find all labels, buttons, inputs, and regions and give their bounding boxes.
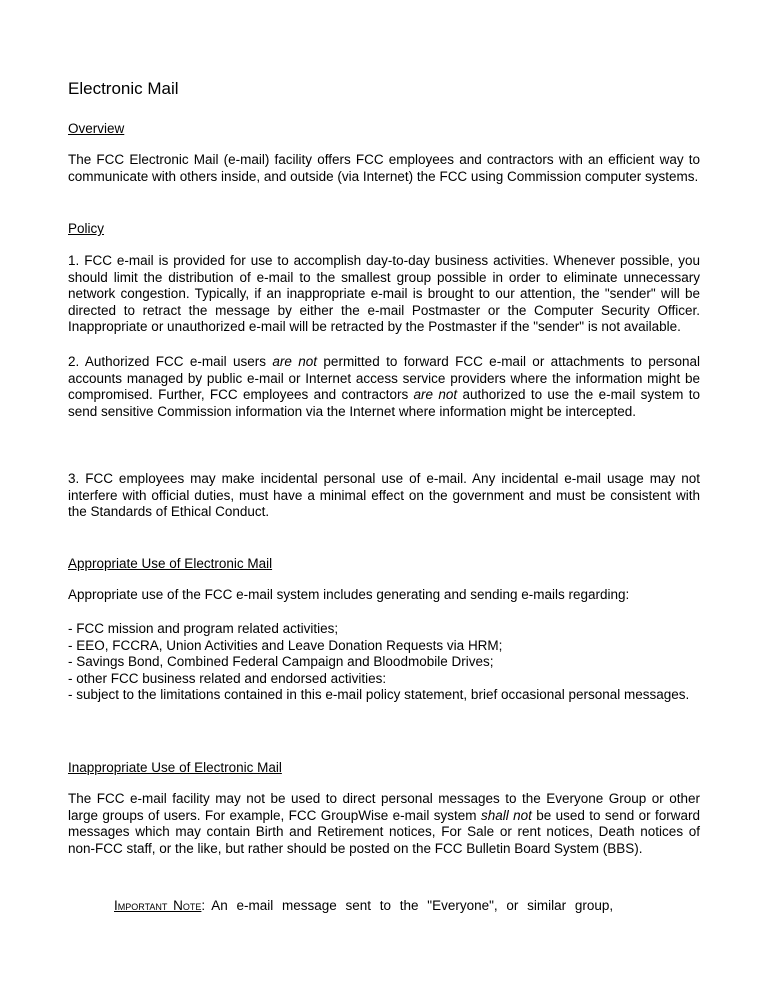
policy-item-2-part-a: 2. Authorized FCC e-mail users — [68, 354, 273, 369]
inappropriate-use-paragraph — [68, 791, 700, 857]
appropriate-use-list — [68, 621, 700, 704]
important-note-colon: : — [201, 898, 206, 913]
policy-item-2 — [68, 354, 700, 420]
policy-item-3 — [68, 471, 700, 521]
policy-item-2-emphasis-1: are not — [272, 354, 318, 369]
policy-item-2-emphasis-2: are not — [413, 387, 458, 402]
inappropriate-use-part-b: be used to send or forward messages which may contain Birth and Retirement notices, For Sale or rent notices, Death notices of non-FCC staff, or the like, but rather should be posted on the FCC Bulletin Board System (BBS). — [68, 807, 700, 856]
appropriate-use-intro — [68, 587, 700, 604]
policy-item-3-text: 3. FCC employees may make incidental personal use of e-mail. Any incidental e-mail usage may not interfere with official duties, must have a minimal effect on the government and must be consistent with the Standards of Ethical Conduct. — [68, 471, 700, 519]
policy-item-2-text — [68, 354, 700, 420]
overview-text: The FCC Electronic Mail (e-mail) facility offers FCC employees and contractors with an efficient way to communicate with others inside, and outside (via Internet) the FCC using Commission computer systems. — [68, 152, 700, 184]
policy-item-2-part-c: authorized to use the e-mail system to send sensitive Commission information via the Internet where information might be intercepted. — [68, 387, 700, 419]
appropriate-use-heading: Appropriate Use of Electronic Mail — [68, 556, 273, 571]
list-item: - Savings Bond, Combined Federal Campaign and Bloodmobile Drives; — [68, 654, 494, 669]
inappropriate-use-emphasis: shall not — [480, 807, 532, 823]
list-item: - FCC mission and program related activities; — [68, 621, 339, 636]
list-item: - subject to the limitations contained in this e-mail policy statement, brief occasional personal messages. — [68, 687, 690, 702]
inappropriate-use-part-a: The FCC e-mail facility may not be used to direct personal messages to the Everyone Group or other large groups of users. For example, FCC GroupWise e-mail system — [68, 791, 700, 823]
overview-paragraph — [68, 152, 700, 185]
important-note — [114, 898, 613, 914]
policy-heading: Policy — [68, 221, 105, 236]
appropriate-use-intro-text: Appropriate use of the FCC e-mail system includes generating and sending e-mails regarding: — [68, 587, 630, 602]
policy-item-1-text: 1. FCC e-mail is provided for use to accomplish day-to-day business activities. Whenever possible, you should limit the distribution of e-mail to the smallest group possible in order to eliminate unnecessary network congestion. Typically, if an inappropriate e-mail is brought to our attention, the "sender" will be directed to retract the message by either the e-mail Postmaster or the Computer Security Officer. Inappropriate or unauthorized e-mail will be retracted by the Postmaster if the "sender" is not available. — [68, 253, 700, 334]
policy-item-1 — [68, 253, 700, 336]
important-note-text: An e-mail message sent to the "Everyone", or similar group, — [211, 898, 614, 913]
list-item: - other FCC business related and endorsed activities: — [68, 670, 387, 686]
policy-item-2-part-b: permitted to forward FCC e-mail or attachments to personal accounts managed by public e-mail or Internet access service providers where the information might be compromised. Further, FCC employees and contractors — [68, 354, 700, 402]
document-title: Electronic Mail — [68, 79, 179, 98]
important-note-label: Important Note — [114, 898, 202, 913]
list-item: - EEO, FCCRA, Union Activities and Leave Donation Requests via HRM; — [68, 637, 503, 653]
overview-heading: Overview — [68, 121, 125, 136]
inappropriate-use-heading: Inappropriate Use of Electronic Mail — [68, 760, 282, 775]
inappropriate-use-text — [68, 791, 700, 857]
